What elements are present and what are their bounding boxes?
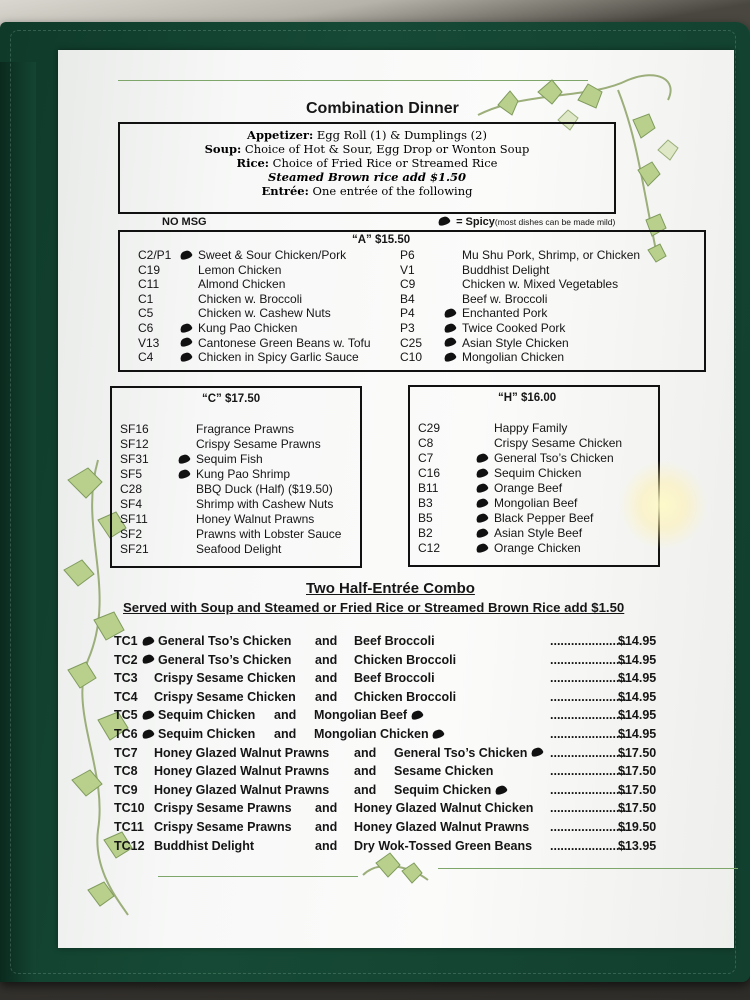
combo-and: [315, 690, 337, 704]
combo-second-entree-text: Mongolian Chicken: [314, 727, 429, 741]
combo-second-entree: [394, 764, 493, 778]
menu-item-name: Beef w. Broccoli: [462, 291, 548, 306]
pepper-icon: [443, 307, 457, 319]
appetizer-text: Egg Roll (1) & Dumplings (2): [313, 128, 487, 142]
spicy-marker: [178, 467, 193, 481]
pepper-icon: [179, 322, 193, 334]
menu-item-name: Sweet & Sour Chicken/Pork: [198, 248, 347, 262]
menu-item-name: Kung Pao Shrimp: [196, 467, 291, 481]
entree-text: One entrée of the following: [308, 184, 473, 198]
combo-dots: [550, 671, 626, 685]
combo-first-entree-text: General Tso’s Chicken: [158, 634, 292, 648]
combo-price: [618, 764, 656, 778]
menu-item-name: Mongolian Chicken: [462, 350, 565, 365]
combo-code-text: TC10: [114, 801, 145, 816]
combo-and: [315, 801, 337, 815]
spicy-marker: [180, 350, 195, 364]
combo-dots: [550, 746, 626, 760]
combo-second-entree-text: Honey Glazed Walnut Chicken: [354, 801, 534, 816]
menu-item-name: Mongolian Beef: [494, 496, 578, 510]
menu-item-name: Orange Chicken: [494, 541, 581, 555]
combination-info-box: [118, 122, 616, 214]
combo-code: [114, 839, 145, 853]
combo-code: [114, 671, 138, 685]
spicy-marker: [180, 248, 195, 262]
combo-dots: [550, 783, 626, 797]
entree-label: Entrée:: [261, 184, 309, 198]
menu-item-code: SF2: [120, 527, 143, 541]
combo-first-entree-text: Honey Glazed Walnut Prawns: [154, 764, 330, 779]
pepper-icon: [179, 249, 193, 261]
menu-item-name: Honey Walnut Prawns: [196, 512, 315, 526]
half-combo-subtitle: Served with Soup and Steamed or Fried Rice or Streamed Brown Rice add $1.50: [123, 600, 625, 615]
pepper-icon: [475, 482, 489, 494]
combo-price: [618, 671, 656, 685]
combo-code-text: TC1: [114, 634, 138, 648]
menu-item-code: V1: [400, 262, 415, 277]
combo-code-text: TC3: [114, 671, 138, 686]
combo-dots-text: ......................: [550, 838, 627, 853]
combo-second-entree: [314, 727, 447, 741]
combo-and-text: and: [315, 820, 338, 834]
combo-code-text: TC11: [114, 820, 144, 834]
light-glare: [618, 460, 708, 550]
combo-code-text: TC8: [114, 764, 138, 779]
bottom-divider-right: [438, 868, 738, 869]
combo-code: [114, 820, 144, 834]
menu-item-name: Chicken w. Broccoli: [198, 291, 303, 306]
combo-code: [114, 746, 138, 760]
combo-second-entree-text: Honey Glazed Walnut Prawns: [354, 820, 530, 834]
menu-item-code: B5: [418, 511, 433, 525]
entree-line: [120, 184, 614, 198]
menu-item-name: Cantonese Green Beans w. Tofu: [198, 335, 371, 350]
combo-first-entree: [158, 653, 291, 667]
menu-item-code: C4: [138, 350, 154, 365]
pepper-icon: [443, 351, 457, 363]
combo-code-text: TC9: [114, 782, 138, 797]
spicy-marker: [444, 321, 459, 335]
appetizer-line: [120, 128, 614, 142]
menu-item-code: C16: [418, 466, 441, 480]
bottom-divider-left: [158, 876, 358, 877]
combo-and-text: and: [354, 764, 377, 779]
combo-and-text: and: [315, 634, 338, 648]
combo-second-entree: [354, 653, 456, 667]
spicy-marker: [444, 306, 459, 320]
pepper-icon: [475, 512, 489, 524]
menu-item-code: B11: [418, 481, 439, 495]
combo-first-entree-text: Crispy Sesame Chicken: [154, 689, 296, 704]
menu-item-code: C8: [418, 436, 434, 450]
no-msg-note: NO MSG: [162, 216, 207, 228]
combo-price-text: $19.50: [618, 820, 657, 834]
spicy-marker: [142, 634, 157, 648]
combo-price: [618, 634, 656, 648]
combo-dots-text: ......................: [550, 782, 627, 797]
combo-first-entree: [154, 820, 292, 834]
menu-item-name: Chicken in Spicy Garlic Sauce: [198, 350, 359, 365]
combination-dinner-title: Combination Dinner: [306, 100, 459, 117]
menu-item-code: SF12: [120, 437, 149, 451]
combo-price: [618, 820, 656, 834]
menu-item-name: Chicken w. Cashew Nuts: [198, 306, 331, 321]
menu-item-name: Lemon Chicken: [198, 262, 282, 277]
combo-first-entree-text: Honey Glazed Walnut Prawns: [154, 745, 330, 760]
combo-price: [618, 690, 656, 704]
combo-and-text: and: [274, 708, 297, 723]
menu-item-name: Almond Chicken: [198, 277, 286, 292]
combo-and: [315, 820, 337, 834]
pepper-icon: [475, 467, 489, 479]
menu-item-code: SF4: [120, 497, 143, 511]
pepper-icon: [410, 709, 424, 721]
pepper-icon: [475, 452, 489, 464]
pepper-icon: [475, 497, 489, 509]
combo-price: [618, 708, 656, 722]
combo-dots: [550, 708, 626, 722]
menu-item-code: C6: [138, 321, 154, 335]
combo-second-entree: [354, 820, 529, 834]
combo-price-text: $14.95: [618, 634, 657, 648]
spicy-marker: [476, 526, 491, 540]
combo-second-entree-text: Chicken Broccoli: [354, 652, 457, 667]
combo-dots-text: ......................: [550, 708, 627, 723]
combo-first-entree: [158, 708, 255, 722]
soup-line: [120, 142, 614, 156]
combo-price-text: $14.95: [618, 727, 657, 741]
combo-price-text: $17.50: [618, 764, 657, 779]
combo-price-text: $17.50: [618, 745, 657, 760]
combo-price: [618, 746, 656, 760]
menu-item-code: C19: [138, 262, 161, 277]
menu-item-name: Sequim Fish: [196, 452, 263, 466]
combo-dots-text: ......................: [550, 820, 627, 834]
combo-first-entree: [154, 783, 329, 797]
combo-first-entree-text: Crispy Sesame Prawns: [154, 801, 292, 816]
spicy-marker: [476, 496, 491, 510]
rice-line: [120, 156, 614, 170]
combo-code: [114, 727, 138, 741]
combo-dots: [550, 653, 626, 667]
menu-item-name: Black Pepper Beef: [494, 511, 594, 525]
menu-item-code: C5: [138, 306, 154, 321]
menu-item-name: Crispy Sesame Prawns: [196, 437, 321, 451]
combo-first-entree-text: Crispy Sesame Chicken: [154, 671, 296, 686]
menu-item-code: C10: [400, 350, 423, 365]
combo-and: [354, 746, 376, 760]
combo-second-entree: [354, 801, 533, 815]
combo-first-entree-text: General Tso’s Chicken: [158, 652, 292, 667]
pepper-icon: [475, 542, 489, 554]
combo-code-text: TC4: [114, 689, 138, 704]
combo-second-entree-text: Beef Broccoli: [354, 671, 435, 686]
combo-first-entree-text: Honey Glazed Walnut Prawns: [154, 782, 330, 797]
combo-dots: [550, 634, 626, 648]
menu-item-code: C7: [418, 451, 434, 465]
menu-item-code: B4: [400, 291, 415, 306]
combo-second-entree: [394, 783, 510, 797]
menu-item-code: C12: [418, 541, 441, 555]
pepper-icon: [141, 709, 155, 721]
spicy-marker: [444, 350, 459, 364]
combo-price: [618, 801, 656, 815]
rice-label: Rice:: [236, 156, 270, 170]
pepper-icon: [530, 746, 544, 758]
pepper-icon: [443, 337, 457, 349]
menu-item-name: Enchanted Pork: [462, 306, 548, 321]
spicy-legend-label: = Spicy: [456, 216, 495, 228]
combo-and: [315, 671, 337, 685]
spicy-marker: [142, 653, 157, 667]
combo-second-entree-text: Sequim Chicken: [394, 782, 492, 797]
spicy-legend-note: (most dishes can be made mild): [494, 217, 616, 227]
combo-and-text: and: [315, 689, 338, 704]
spicy-marker: [142, 727, 157, 741]
pepper-icon: [141, 635, 155, 647]
combo-dots-text: ......................: [550, 689, 627, 704]
pepper-icon: [494, 784, 508, 796]
menu-page: [58, 50, 734, 948]
pepper-icon: [177, 468, 191, 480]
combo-first-entree: [154, 746, 329, 760]
menu-item-name: Orange Beef: [494, 481, 563, 495]
combo-and-text: and: [315, 801, 338, 816]
combo-dots-text: ......................: [550, 801, 627, 816]
menu-item-name: Sequim Chicken: [494, 466, 582, 480]
combo-and-text: and: [315, 838, 338, 853]
combo-dots-text: ......................: [550, 745, 627, 760]
combo-price: [618, 727, 656, 741]
soup-label: Soup:: [204, 142, 242, 156]
menu-item-code: C11: [138, 277, 160, 292]
spicy-marker: [476, 451, 491, 465]
combo-code: [114, 690, 138, 704]
menu-item-name: Seafood Delight: [196, 542, 282, 556]
soup-text: Choice of Hot & Sour, Egg Drop or Wonton Soup: [241, 142, 530, 156]
menu-item-name: Happy Family: [494, 421, 568, 435]
menu-item-code: C9: [400, 277, 416, 292]
pepper-icon: [177, 453, 191, 465]
combo-second-entree: [354, 671, 435, 685]
combo-and: [274, 727, 296, 741]
combo-first-entree: [158, 727, 255, 741]
menu-item-name: Asian Style Chicken: [462, 335, 569, 350]
menu-item-code: SF21: [120, 542, 149, 556]
menu-item-code: C28: [120, 482, 143, 496]
menu-item-code: C29: [418, 421, 441, 435]
combo-code: [114, 801, 145, 815]
combo-first-entree: [154, 801, 292, 815]
menu-item-code: V13: [138, 335, 160, 350]
combo-first-entree-text: Sequim Chicken: [158, 708, 256, 723]
combo-second-entree-text: Dry Wok-Tossed Green Beans: [354, 838, 533, 853]
combo-and: [354, 783, 376, 797]
pepper-icon: [475, 527, 489, 539]
combo-code-text: TC12: [114, 838, 145, 853]
combo-first-entree-text: Buddhist Delight: [154, 838, 254, 853]
half-combo-title: Two Half-Entrée Combo: [306, 580, 475, 597]
menu-item-name: BBQ Duck (Half) ($19.50): [196, 482, 333, 496]
combo-price-text: $17.50: [618, 801, 657, 816]
combo-dots: [550, 820, 626, 834]
combo-and-text: and: [274, 727, 297, 741]
combo-second-entree-text: Mongolian Beef: [314, 708, 408, 723]
combo-price: [618, 839, 656, 853]
combo-first-entree-text: Sequim Chicken: [158, 727, 256, 741]
combo-second-entree: [394, 746, 546, 760]
brown-rice-line: [120, 170, 614, 184]
combo-first-entree: [154, 690, 296, 704]
spicy-marker: [476, 511, 491, 525]
combo-dots: [550, 839, 626, 853]
combo-second-entree-text: Chicken Broccoli: [354, 689, 457, 704]
section-a-title: “A” $15.50: [352, 234, 411, 246]
combo-second-entree-text: General Tso’s Chicken: [394, 745, 528, 760]
combo-second-entree: [354, 839, 532, 853]
combo-code: [114, 783, 138, 797]
combo-price: [618, 653, 656, 667]
rice-text: Choice of Fried Rice or Streamed Rice: [269, 156, 498, 170]
menu-item-code: P6: [400, 248, 415, 262]
combo-price-text: $13.95: [618, 838, 657, 853]
menu-item-name: Prawns with Lobster Sauce: [196, 527, 342, 541]
menu-item-name: General Tso’s Chicken: [494, 451, 614, 465]
combo-first-entree: [158, 634, 291, 648]
menu-item-name: Shrimp with Cashew Nuts: [196, 497, 334, 511]
menu-item-name: Buddhist Delight: [462, 262, 550, 277]
menu-item-name: Crispy Sesame Chicken: [494, 436, 623, 450]
menu-item-code: SF31: [120, 452, 149, 466]
spicy-legend: [438, 216, 615, 228]
combo-code: [114, 634, 138, 648]
section-c-title: “C” $17.50: [202, 393, 261, 405]
menu-item-name: Mu Shu Pork, Shrimp, or Chicken: [462, 248, 641, 262]
spicy-marker: [180, 321, 195, 335]
menu-item-name: Chicken w. Mixed Vegetables: [462, 277, 619, 292]
menu-item-name: Kung Pao Chicken: [198, 321, 298, 335]
combo-price-text: $17.50: [618, 782, 657, 797]
combo-price-text: $14.95: [618, 652, 657, 667]
combo-price-text: $14.95: [618, 708, 657, 723]
menu-item-name: Fragrance Prawns: [196, 422, 295, 436]
pepper-icon: [437, 215, 451, 227]
combo-dots-text: ......................: [550, 764, 627, 779]
combo-dots: [550, 690, 626, 704]
menu-item-code: B3: [418, 496, 433, 510]
spicy-marker: [180, 336, 195, 350]
spicy-marker: [142, 708, 157, 722]
combo-and: [315, 634, 337, 648]
combo-dots: [550, 801, 626, 815]
combo-price-text: $14.95: [618, 671, 657, 686]
combo-second-entree: [354, 690, 456, 704]
spicy-marker: [178, 452, 193, 466]
spicy-marker: [444, 336, 459, 350]
combo-and: [354, 764, 376, 778]
appetizer-label: Appetizer:: [247, 128, 314, 142]
menu-item-code: SF11: [120, 512, 148, 526]
menu-item-code: B2: [418, 526, 433, 540]
combo-price-text: $14.95: [618, 689, 657, 704]
combo-and: [315, 839, 337, 853]
combo-dots-text: ......................: [550, 634, 627, 648]
combo-code-text: TC5: [114, 708, 138, 723]
menu-item-code: P4: [400, 306, 415, 321]
pepper-icon: [179, 351, 193, 363]
combo-and-text: and: [315, 671, 338, 686]
pepper-icon: [443, 322, 457, 334]
menu-item-code: C2/P1: [138, 248, 172, 262]
combo-first-entree: [154, 839, 254, 853]
combo-dots: [550, 727, 626, 741]
combo-second-entree-text: Beef Broccoli: [354, 634, 435, 648]
combo-code: [114, 708, 138, 722]
combo-second-entree: [354, 634, 435, 648]
combo-first-entree-text: Crispy Sesame Prawns: [154, 820, 292, 834]
menu-item-name: Twice Cooked Pork: [462, 321, 566, 335]
pepper-icon: [431, 728, 445, 740]
menu-item-code: SF16: [120, 422, 149, 436]
combo-code-text: TC2: [114, 652, 138, 667]
combo-and-text: and: [354, 745, 377, 760]
brown-rice-label: Steamed Brown rice add $1.50: [268, 170, 466, 184]
combo-and-text: and: [315, 652, 338, 667]
combo-code: [114, 653, 138, 667]
combo-and-text: and: [354, 782, 377, 797]
combo-dots-text: ......................: [550, 727, 627, 741]
combo-dots-text: ......................: [550, 671, 627, 686]
spicy-marker: [476, 541, 491, 555]
combo-second-entree-text: Sesame Chicken: [394, 764, 494, 779]
combo-dots-text: ......................: [550, 652, 627, 667]
combo-and: [274, 708, 296, 722]
menu-item-code: P3: [400, 321, 415, 335]
section-h-title: “H” $16.00: [498, 392, 557, 404]
spicy-marker: [476, 466, 491, 480]
pepper-icon: [179, 337, 193, 349]
combo-dots: [550, 764, 626, 778]
pepper-icon: [141, 728, 155, 740]
combo-code-text: TC6: [114, 727, 138, 741]
combo-code: [114, 764, 138, 778]
combo-price: [618, 783, 656, 797]
menu-item-code: C25: [400, 335, 423, 350]
combo-first-entree: [154, 764, 329, 778]
combo-first-entree: [154, 671, 296, 685]
spicy-marker: [476, 481, 491, 495]
menu-item-code: C1: [138, 291, 154, 306]
menu-item-code: SF5: [120, 467, 143, 481]
combo-code-text: TC7: [114, 745, 138, 760]
menu-item-name: Asian Style Beef: [494, 526, 583, 540]
combo-second-entree: [314, 708, 426, 722]
combo-and: [315, 653, 337, 667]
pepper-icon: [141, 653, 155, 665]
